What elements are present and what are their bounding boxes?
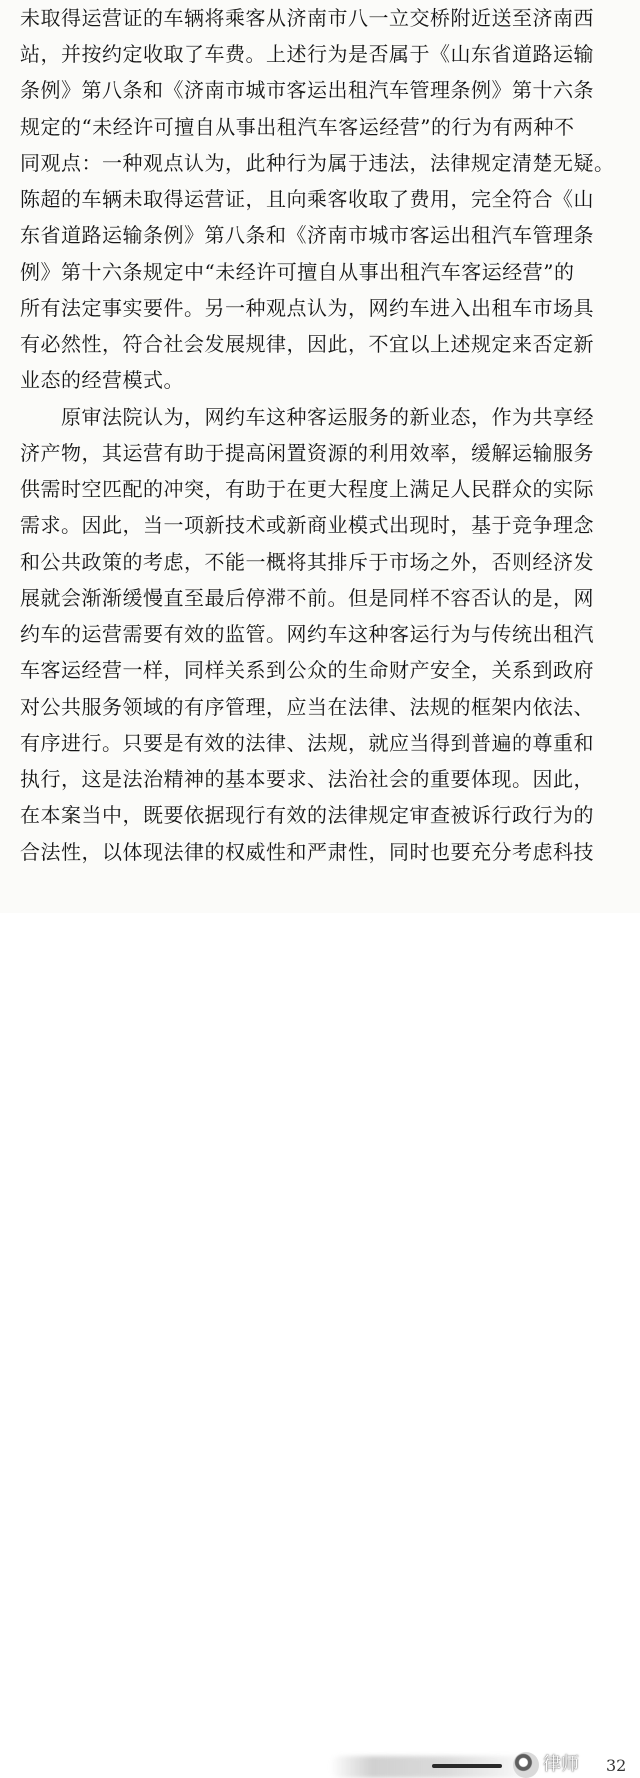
- text-line: 所有法定事实要件。另一种观点认为，网约车进入出租车市场具: [20, 296, 594, 320]
- text-line: 有序进行。只要是有效的法律、法规，就应当得到普遍的尊重和: [20, 731, 594, 755]
- text-line: 同观点：一种观点认为，此种行为属于违法，法律规定清楚无疑。: [20, 151, 615, 175]
- watermark-text: 律师: [543, 1754, 579, 1775]
- text-line: 对公共服务领域的有序管理，应当在法律、法规的框架内依法、: [20, 695, 594, 719]
- text-line: 有必然性，符合社会发展规律，因此，不宜以上述规定来否定新: [20, 332, 594, 356]
- text-line: 供需时空匹配的冲突，有助于在更大程度上满足人民群众的实际: [20, 477, 594, 501]
- watermark-logo-icon: [513, 1752, 539, 1778]
- text-line: 约车的运营需要有效的监管。网约车这种客运行为与传统出租汽: [20, 622, 594, 646]
- page-number: 32: [606, 1756, 627, 1775]
- text-line: 在本案当中，既要依据现行有效的法律规定审查被诉行政行为的: [20, 803, 594, 827]
- text-line: 规定的“未经许可擅自从事出租汽车客运经营”的行为有两种不: [20, 115, 575, 139]
- text-line: 例》第十六条规定中“未经许可擅自从事出租汽车客运经营”的: [20, 260, 575, 284]
- text-line: 陈超的车辆未取得运营证，且向乘客收取了费用，完全符合《山: [20, 187, 594, 211]
- text-line: 业态的经营模式。: [20, 368, 184, 392]
- text-line: 和公共政策的考虑，不能一概将其排斥于市场之外，否则经济发: [20, 550, 594, 574]
- text-line: 执行，这是法治精神的基本要求、法治社会的重要体现。因此，: [20, 767, 594, 791]
- text-line: 合法性，以体现法律的权威性和严肃性，同时也要充分考虑科技: [20, 840, 594, 864]
- page-footer: [0, 876, 640, 1775]
- text-line: 未取得运营证的车辆将乘客从济南市八一立交桥附近送至济南西: [20, 6, 594, 30]
- text-line: 车客运经营一样，同样关系到公众的生命财产安全，关系到政府: [20, 658, 594, 682]
- text-line: 站，并按约定收取了车费。上述行为是否属于《山东省道路运输: [20, 42, 594, 66]
- text-line: 条例》第八条和《济南市城市客运出租汽车管理条例》第十六条: [20, 78, 594, 102]
- text-line: 展就会渐渐缓慢直至最后停滞不前。但是同样不容否认的是，网: [20, 586, 594, 610]
- text-line: 原审法院认为，网约车这种客运服务的新业态，作为共享经: [20, 405, 594, 429]
- watermark-dash: [432, 1764, 502, 1768]
- text-line: 济产物，其运营有助于提高闲置资源的利用效率，缓解运输服务: [20, 441, 594, 465]
- text-line: 需求。因此，当一项新技术或新商业模式出现时，基于竞争理念: [20, 513, 594, 537]
- text-line: 东省道路运输条例》第八条和《济南市城市客运出租汽车管理条: [20, 223, 594, 247]
